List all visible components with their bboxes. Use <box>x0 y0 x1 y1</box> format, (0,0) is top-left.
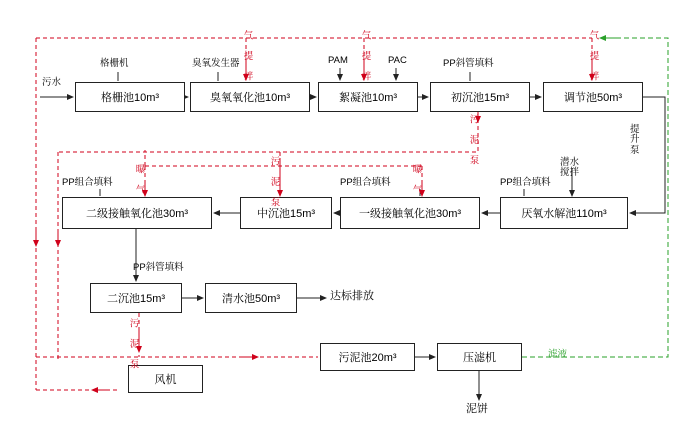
label-aeration-1: 曝 气 <box>133 164 145 194</box>
node-anaerobic-hydrolysis[interactable]: 厌氧水解池110m³ <box>500 197 628 229</box>
label-pp-combined-filler-2: PP组合填料 <box>340 177 391 188</box>
node-clear-water-tank[interactable]: 清水池50m³ <box>205 283 297 313</box>
label-air-stir-3: 气 提 拌 <box>587 30 599 81</box>
label-pam: PAM <box>328 55 348 66</box>
label-ozone-generator: 臭氧发生器 <box>192 58 240 69</box>
label-sludge-pump-2: 污 泥 泵 <box>268 156 280 207</box>
label-submerged-stirrer: 潜水搅拌 <box>560 157 580 179</box>
node-adjust-tank[interactable]: 调节池50m³ <box>543 82 643 112</box>
node-flocculation[interactable]: 絮凝池10m³ <box>318 82 418 112</box>
label-filtrate: 滤液 <box>548 349 568 360</box>
node-sludge-tank[interactable]: 污泥池20m³ <box>320 343 415 371</box>
node-contact-oxidation-2[interactable]: 二级接触氧化池30m³ <box>62 197 212 229</box>
label-sludge-pump-3: 污 泥 泵 <box>127 318 139 369</box>
node-ozone[interactable]: 臭氧氧化池10m³ <box>190 82 310 112</box>
label-discharge: 达标排放 <box>330 290 374 302</box>
label-sludge-pump-1: 污 泥 泵 <box>467 114 479 165</box>
label-pp-combined-filler-1: PP组合填料 <box>62 177 113 188</box>
label-grid-machine: 格栅机 <box>100 58 129 69</box>
label-pac: PAC <box>388 55 407 66</box>
label-air-stir-2: 气 提 拌 <box>359 30 371 81</box>
node-filter-press[interactable]: 压滤机 <box>437 343 522 371</box>
label-air-stir-1: 气 提 拌 <box>241 30 253 81</box>
node-mid-sedimentation[interactable]: 中沉池15m³ <box>240 197 332 229</box>
label-pp-combined-filler-3: PP组合填料 <box>500 177 551 188</box>
node-secondary-sedimentation[interactable]: 二沉池15m³ <box>90 283 182 313</box>
node-blower[interactable]: 风机 <box>128 365 203 393</box>
node-grid[interactable]: 格栅池10m³ <box>75 82 185 112</box>
label-pp-incline-filler-2: PP斜管填料 <box>133 262 184 273</box>
node-contact-oxidation-1[interactable]: 一级接触氧化池30m³ <box>340 197 480 229</box>
label-lift-pump: 提升泵 <box>630 124 640 156</box>
node-primary-sedimentation[interactable]: 初沉池15m³ <box>430 82 530 112</box>
label-mudcake: 泥饼 <box>466 403 488 415</box>
label-inflow: 污水 <box>42 77 62 88</box>
label-aeration-2: 曝 气 <box>410 164 422 194</box>
label-pp-incline-filler-1: PP斜管填料 <box>443 58 494 69</box>
